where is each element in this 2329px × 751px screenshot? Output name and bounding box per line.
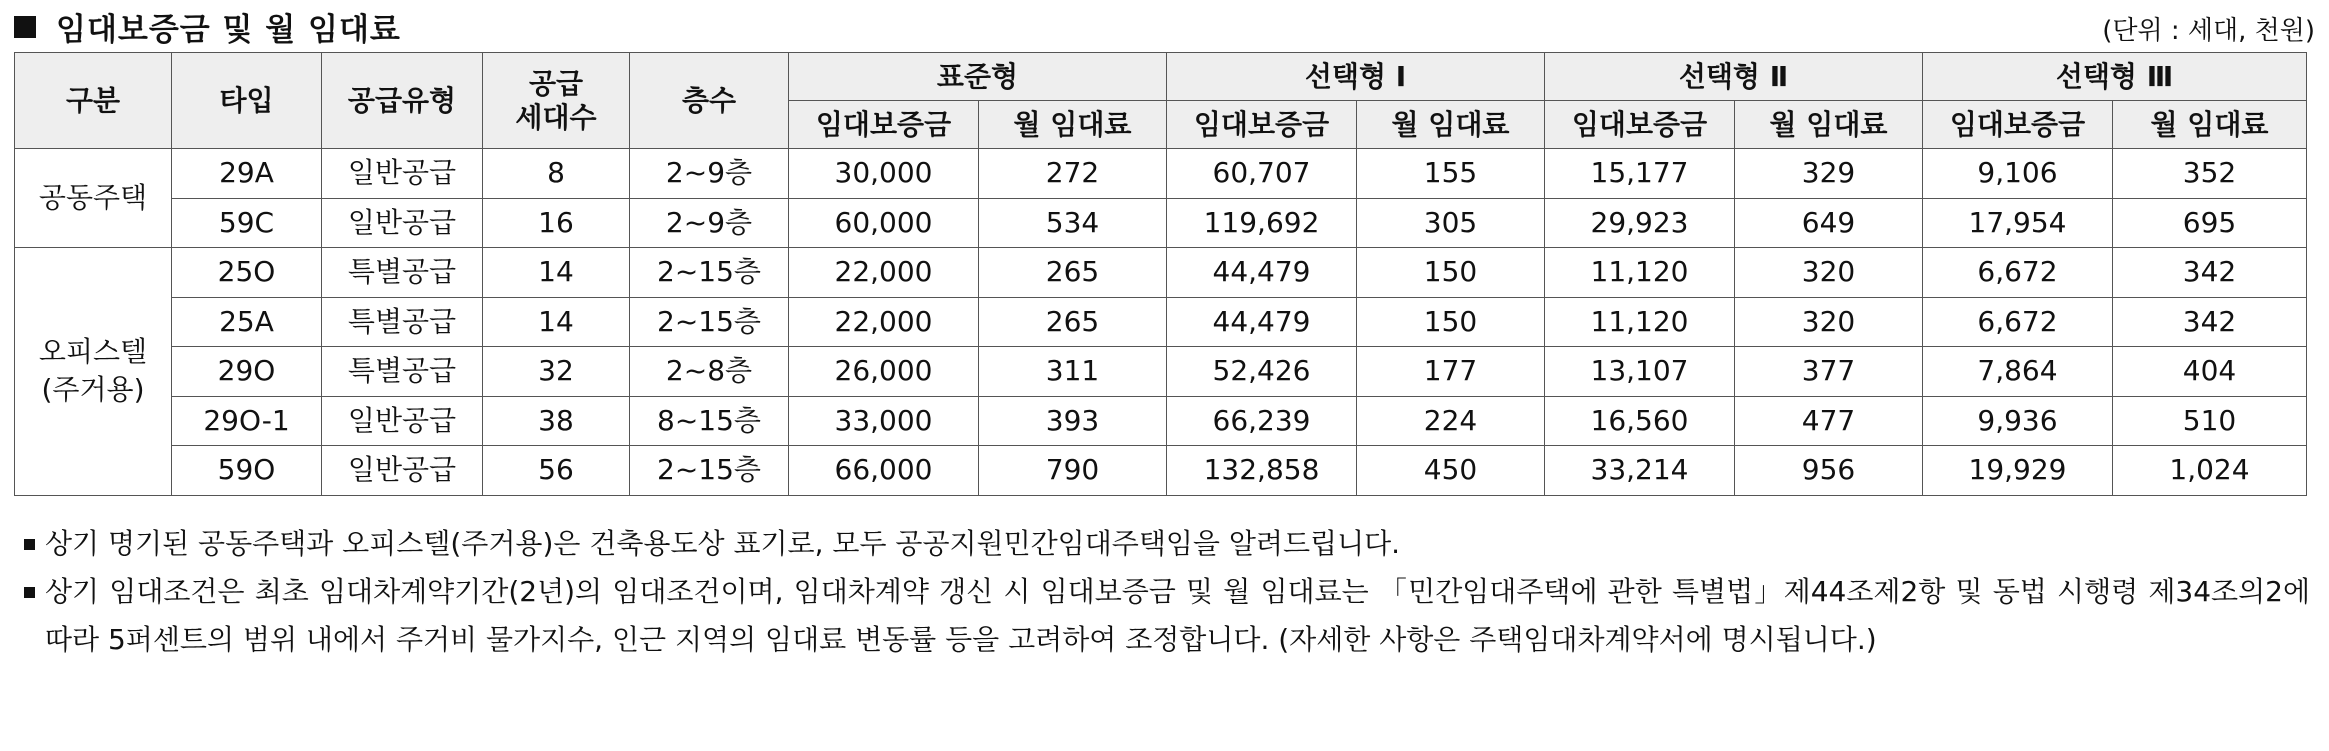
- header-monthly: 월 임대료: [1357, 101, 1545, 149]
- cell-value: 9,106: [1923, 149, 2113, 199]
- note-text: 상기 임대조건은 최초 임대차계약기간(2년)의 임대조건이며, 임대차계약 갱신 시 임대보증금 및 월 임대료는 「민간임대주택에 관한 특별법」제44조제2항 및 동법 시행령 제34조의2에 따라 5퍼센트의 범위 내에서 주거비 물가지수, 인근 지역의 임대료 변동률 등을 고려하여 조정합니다. (자세한 사항은 주택임대차계약서에 명시됩니다.): [45, 575, 2310, 656]
- section-title-text: 임대보증금 및 월 임대료: [56, 12, 401, 48]
- cell-value: 320: [1735, 297, 1923, 347]
- cell-value: 342: [2113, 248, 2307, 298]
- cell-value: 60,000: [789, 198, 979, 248]
- cell-value: 66,000: [789, 446, 979, 496]
- rent-table: [14, 52, 2307, 496]
- cell-value: 450: [1357, 446, 1545, 496]
- cell-type: 59C: [172, 198, 322, 248]
- cell-value: 11,120: [1545, 297, 1735, 347]
- table-row: [15, 446, 2307, 496]
- cell-value: 305: [1357, 198, 1545, 248]
- header-type: 타입: [172, 53, 322, 149]
- header-deposit: 임대보증금: [1545, 101, 1735, 149]
- cell-value: 26,000: [789, 347, 979, 397]
- cell-value: 150: [1357, 297, 1545, 347]
- header-units: 공급 세대수: [483, 53, 630, 149]
- cell-floors: 2~15층: [630, 297, 789, 347]
- cell-supply: 일반공급: [322, 396, 483, 446]
- table-row: [15, 297, 2307, 347]
- cell-value: 119,692: [1167, 198, 1357, 248]
- header-category: 구분: [15, 53, 172, 149]
- cell-value: 404: [2113, 347, 2307, 397]
- cell-floors: 8~15층: [630, 396, 789, 446]
- cell-units: 32: [483, 347, 630, 397]
- cell-value: 1,024: [2113, 446, 2307, 496]
- table-row: [15, 248, 2307, 298]
- cell-value: 22,000: [789, 248, 979, 298]
- cell-value: 150: [1357, 248, 1545, 298]
- note-text: 상기 명기된 공동주택과 오피스텔(주거용)은 건축용도상 표기로, 모두 공공지원민간임대주택임을 알려드립니다.: [45, 527, 1401, 560]
- square-bullet-icon: [24, 539, 35, 550]
- square-bullet-icon: [24, 587, 35, 598]
- cell-value: 44,479: [1167, 297, 1357, 347]
- cell-value: 44,479: [1167, 248, 1357, 298]
- table-row: [15, 198, 2307, 248]
- unit-note: (단위 : 세대, 천원): [2102, 16, 2315, 46]
- cell-value: 15,177: [1545, 149, 1735, 199]
- cell-value: 393: [979, 396, 1167, 446]
- square-bullet-icon: [14, 16, 36, 38]
- header-monthly: 월 임대료: [979, 101, 1167, 149]
- header-deposit: 임대보증금: [1167, 101, 1357, 149]
- cell-supply: 일반공급: [322, 198, 483, 248]
- cell-value: 329: [1735, 149, 1923, 199]
- cell-value: 790: [979, 446, 1167, 496]
- cell-value: 16,560: [1545, 396, 1735, 446]
- cell-floors: 2~15층: [630, 446, 789, 496]
- cell-value: 11,120: [1545, 248, 1735, 298]
- cell-value: 320: [1735, 248, 1923, 298]
- group-label: 오피스텔 (주거용): [15, 248, 172, 496]
- cell-type: 59O: [172, 446, 322, 496]
- table-row: [15, 396, 2307, 446]
- table-row: [15, 347, 2307, 397]
- cell-supply: 일반공급: [322, 446, 483, 496]
- header-deposit: 임대보증금: [1923, 101, 2113, 149]
- cell-value: 311: [979, 347, 1167, 397]
- cell-floors: 2~8층: [630, 347, 789, 397]
- cell-value: 17,954: [1923, 198, 2113, 248]
- cell-type: 25O: [172, 248, 322, 298]
- cell-supply: 일반공급: [322, 149, 483, 199]
- cell-supply: 특별공급: [322, 248, 483, 298]
- cell-value: 377: [1735, 347, 1923, 397]
- header-standard: 표준형: [789, 53, 1167, 101]
- cell-value: 33,000: [789, 396, 979, 446]
- header-option2: 선택형 Ⅱ: [1545, 53, 1923, 101]
- cell-value: 66,239: [1167, 396, 1357, 446]
- cell-value: 342: [2113, 297, 2307, 347]
- header-option1: 선택형 Ⅰ: [1167, 53, 1545, 101]
- cell-type: 29A: [172, 149, 322, 199]
- cell-value: 9,936: [1923, 396, 2113, 446]
- cell-value: 33,214: [1545, 446, 1735, 496]
- cell-supply: 특별공급: [322, 347, 483, 397]
- header-monthly: 월 임대료: [1735, 101, 1923, 149]
- cell-value: 30,000: [789, 149, 979, 199]
- cell-supply: 특별공급: [322, 297, 483, 347]
- cell-value: 956: [1735, 446, 1923, 496]
- notes-section: [20, 520, 2310, 664]
- cell-units: 14: [483, 248, 630, 298]
- cell-value: 19,929: [1923, 446, 2113, 496]
- group-label: 공동주택: [15, 149, 172, 248]
- cell-value: 265: [979, 248, 1167, 298]
- header-supply-type: 공급유형: [322, 53, 483, 149]
- cell-floors: 2~9층: [630, 198, 789, 248]
- cell-floors: 2~9층: [630, 149, 789, 199]
- cell-value: 22,000: [789, 297, 979, 347]
- cell-type: 29O-1: [172, 396, 322, 446]
- header-option3: 선택형 Ⅲ: [1923, 53, 2307, 101]
- header-monthly: 월 임대료: [2113, 101, 2307, 149]
- cell-value: 272: [979, 149, 1167, 199]
- cell-value: 352: [2113, 149, 2307, 199]
- cell-units: 14: [483, 297, 630, 347]
- cell-value: 155: [1357, 149, 1545, 199]
- cell-value: 52,426: [1167, 347, 1357, 397]
- cell-value: 6,672: [1923, 248, 2113, 298]
- cell-value: 60,707: [1167, 149, 1357, 199]
- cell-value: 534: [979, 198, 1167, 248]
- cell-value: 695: [2113, 198, 2307, 248]
- cell-units: 8: [483, 149, 630, 199]
- cell-value: 510: [2113, 396, 2307, 446]
- cell-value: 477: [1735, 396, 1923, 446]
- cell-value: 13,107: [1545, 347, 1735, 397]
- cell-value: 6,672: [1923, 297, 2113, 347]
- cell-value: 177: [1357, 347, 1545, 397]
- cell-value: 29,923: [1545, 198, 1735, 248]
- cell-value: 649: [1735, 198, 1923, 248]
- header-deposit: 임대보증금: [789, 101, 979, 149]
- note-item: [20, 568, 2310, 664]
- cell-units: 16: [483, 198, 630, 248]
- cell-units: 56: [483, 446, 630, 496]
- note-item: [20, 520, 2310, 568]
- cell-type: 29O: [172, 347, 322, 397]
- table-row: [15, 149, 2307, 199]
- cell-value: 132,858: [1167, 446, 1357, 496]
- header-floors: 층수: [630, 53, 789, 149]
- cell-value: 224: [1357, 396, 1545, 446]
- section-title: [14, 4, 401, 49]
- cell-value: 265: [979, 297, 1167, 347]
- cell-value: 7,864: [1923, 347, 2113, 397]
- cell-units: 38: [483, 396, 630, 446]
- cell-type: 25A: [172, 297, 322, 347]
- cell-floors: 2~15층: [630, 248, 789, 298]
